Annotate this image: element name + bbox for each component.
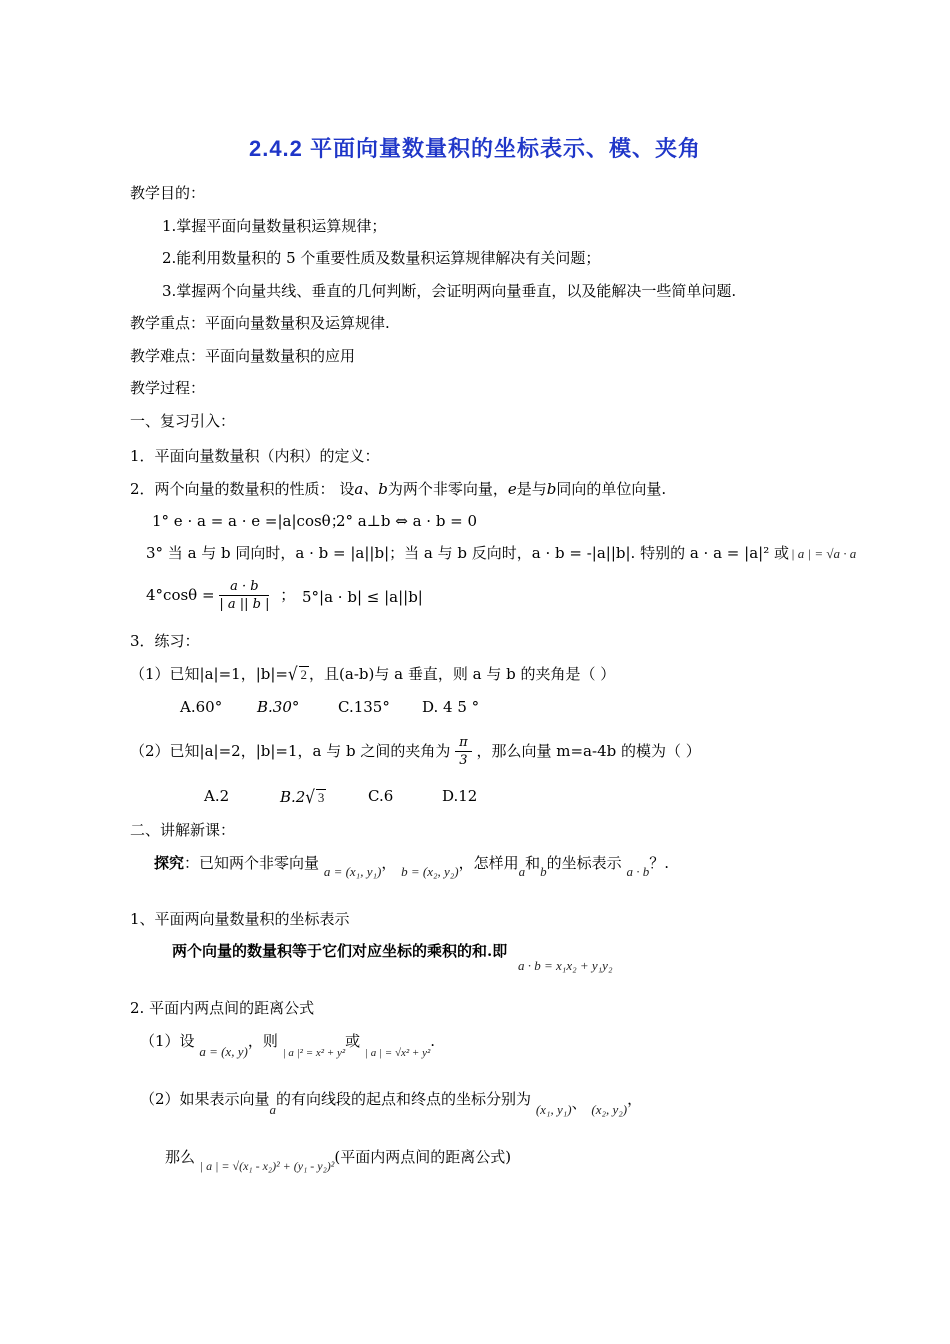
- explore-comma: ，: [381, 854, 397, 872]
- distance-text-a: 那么: [165, 1148, 196, 1166]
- item2-text-g: 同向的单位向量.: [556, 480, 667, 498]
- distance-formula-line: [165, 1148, 512, 1173]
- property-4-label: 4°cosθ =: [146, 586, 215, 604]
- part-1-text-b: ，则: [247, 1032, 278, 1050]
- subsection-2: 2. 平面内两点间的距离公式: [130, 999, 315, 1017]
- item2-e: e: [507, 480, 517, 498]
- exercise-2-choice-b: [280, 786, 326, 808]
- property-5: 5°|a · b| ≤ |a||b|: [302, 588, 423, 606]
- cos-fraction: [219, 580, 269, 611]
- pi-over-3-fraction: [455, 736, 472, 767]
- exercise-2: [130, 736, 701, 767]
- pi-numerator: π: [455, 736, 472, 752]
- goals-heading: 教学目的：: [130, 184, 206, 202]
- explore-text-c: 的坐标表示: [546, 854, 622, 872]
- vector-b-coords: b = (x₂, y₂): [401, 864, 459, 879]
- subsection-1-statement: [172, 942, 613, 973]
- part-2-separator: 、: [571, 1094, 587, 1112]
- explore-and: 和: [525, 854, 541, 872]
- property-4: [146, 580, 295, 611]
- modulus-squared-formula: | a |² = x² + y²: [282, 1047, 346, 1059]
- cos-fraction-denominator: | a || b |: [219, 597, 270, 612]
- part-2-text-b: 的有向线段的起点和终点的坐标分别为: [276, 1090, 532, 1108]
- item2-ab: a、b: [354, 480, 388, 498]
- explore-label: 探究: [154, 854, 185, 872]
- exercise-1-choice-d: D. 4 5 °: [422, 698, 480, 716]
- exercise-heading: 3．练习：: [130, 632, 200, 650]
- exercise-1-text-a: （1）已知|a|=1，|b|=: [130, 665, 288, 683]
- property-4-separator: ；: [280, 586, 296, 604]
- distance-formula: | a | = √(x₁ - x₂)² + (y₁ - y₂)²: [199, 1159, 335, 1173]
- difficulty: 教学难点：平面向量数量积的应用: [130, 347, 356, 365]
- part-2-symbol-a: a: [269, 1102, 277, 1117]
- property-3-formula: | a | = √a · a: [790, 546, 857, 561]
- key-point: 教学重点：平面向量数量积及运算规律.: [130, 314, 390, 332]
- part-2-comma: ，: [627, 1090, 643, 1108]
- start-point-coords: (x₁, y₁): [535, 1102, 572, 1117]
- exercise-1-choice-b: B.30°: [257, 698, 300, 716]
- dot-product-ab: a · b: [626, 864, 650, 879]
- explore-line: [154, 854, 669, 879]
- symbol-b: b: [540, 864, 547, 879]
- cos-fraction-numerator: a · b: [219, 580, 269, 596]
- exercise-2-choice-d: D.12: [442, 787, 478, 805]
- distance-text-b: (平面内两点间的距离公式): [334, 1148, 512, 1166]
- part-2-text-a: （2）如果表示向量: [140, 1090, 270, 1108]
- exercise-1: [130, 663, 616, 685]
- pi-denominator: 3: [459, 753, 468, 768]
- vector-a-coords: a = (x₁, y₁): [323, 864, 382, 879]
- part-1-or: 或: [345, 1032, 361, 1050]
- review-item-2: [130, 482, 666, 497]
- property-1: 1° e · a = a · e =|a|cosθ；: [152, 512, 346, 530]
- section-review: 一、复习引入：: [130, 412, 236, 430]
- page-title: 2.4.2 平面向量数量积的坐标表示、模、夹角: [248, 136, 702, 161]
- exercise-2-choice-a: A.2: [204, 787, 230, 805]
- process-heading: 教学过程：: [130, 379, 206, 397]
- item2-b: b: [546, 480, 557, 498]
- item2-text-a: 2．两个向量的数量积的性质： 设: [130, 480, 355, 498]
- review-item-1: 1．平面向量数量积（内积）的定义：: [130, 447, 380, 465]
- subsection-1: 1、平面两向量数量积的坐标表示: [130, 910, 350, 928]
- exercise-2-choice-b-sqrt: 3: [317, 790, 325, 805]
- exercise-2-choice-b-label: B.2: [280, 788, 306, 806]
- dot-product-formula: a · b = x₁x₂ + y₁y₂: [518, 958, 613, 973]
- section-new: 二、讲解新课：: [130, 821, 236, 839]
- sqrt-icon: √: [305, 786, 315, 808]
- part-1-period: .: [430, 1032, 436, 1050]
- exercise-2-choice-c: C.6: [368, 787, 394, 805]
- exercise-1-choice-a: A.60°: [180, 698, 223, 716]
- property-3-text: 3° 当 a 与 b 同向时，a · b = |a||b|；当 a 与 b 反向时，a · b = -|a||b|. 特别的 a · a = |a|² 或: [146, 544, 789, 562]
- modulus-formula: | a | = √x² + y²: [364, 1047, 431, 1059]
- vector-a-xy: a = (x, y): [199, 1044, 248, 1059]
- subsection-2-part-1: [140, 1032, 436, 1059]
- explore-text-a: ：已知两个非零向量: [184, 854, 320, 872]
- item2-text-c: 为两个非零向量，: [387, 480, 508, 498]
- item2-text-e: 是与: [516, 480, 547, 498]
- exercise-1-text-b: ，且(a-b)与 a 垂直，则 a 与 b 的夹角是（ ）: [309, 665, 616, 683]
- subsection-2-part-2: [140, 1090, 643, 1117]
- property-2: 2° a⊥b ⇔ a · b = 0: [336, 512, 478, 530]
- property-3: [146, 546, 856, 561]
- goal-2: 2.能利用数量积的 5 个重要性质及数量积运算规律解决有关问题；: [162, 249, 601, 267]
- statement-text: 两个向量的数量积等于它们对应坐标的乘积的和.即: [172, 942, 508, 960]
- end-point-coords: (x₂, y₂): [591, 1102, 628, 1117]
- part-1-text-a: （1）设: [140, 1032, 195, 1050]
- exercise-1-sqrt: 2: [300, 667, 308, 682]
- exercise-2-text-b: ，那么向量 m=a-4b 的模为（ ）: [476, 742, 701, 760]
- exercise-2-text-a: （2）已知|a|=2，|b|=1，a 与 b 之间的夹角为: [130, 742, 451, 760]
- goal-1: 1.掌握平面向量数量积运算规律；: [162, 217, 387, 235]
- goal-3: 3.掌握两个向量共线、垂直的几何判断，会证明两向量垂直，以及能解决一些简单问题.: [162, 282, 737, 300]
- explore-text-b: ，怎样用: [458, 854, 519, 872]
- exercise-1-choice-c: C.135°: [338, 698, 390, 716]
- explore-end: ？.: [649, 854, 669, 872]
- symbol-a: a: [518, 864, 526, 879]
- sqrt-icon: √: [287, 663, 298, 685]
